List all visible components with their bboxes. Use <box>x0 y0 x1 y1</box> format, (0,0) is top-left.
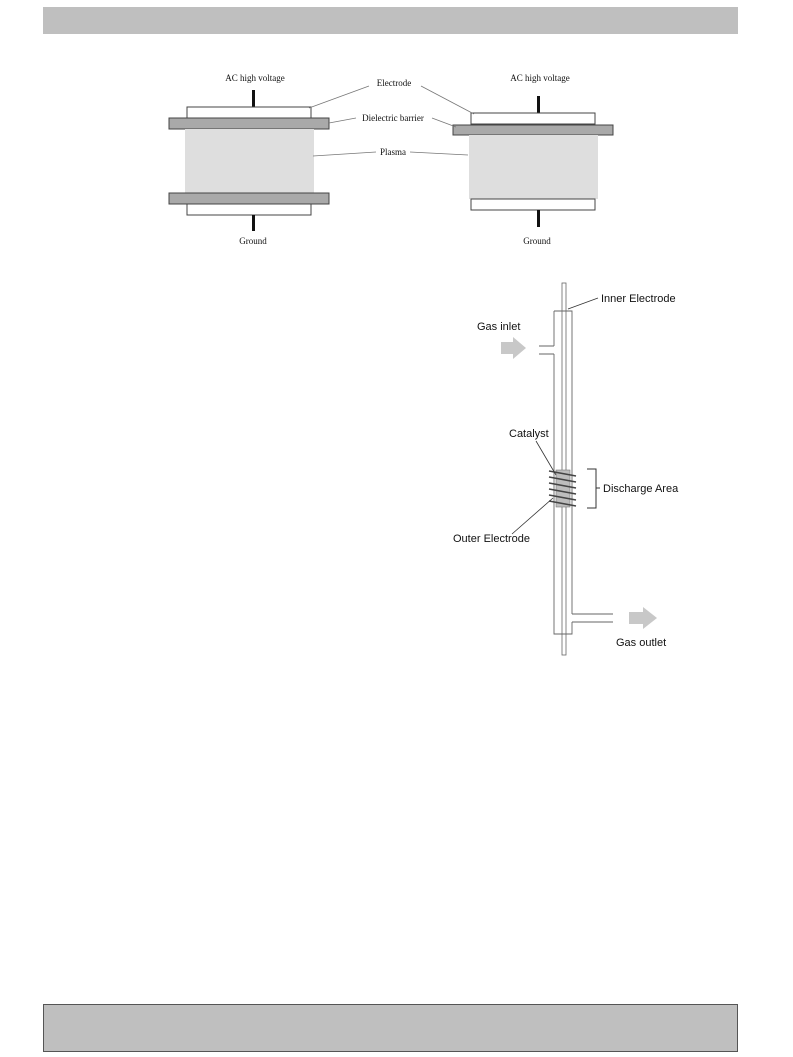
inner-electrode-leader <box>568 298 598 309</box>
gas-inlet-arrow-icon <box>501 337 526 359</box>
electrode-label: Electrode <box>376 78 412 88</box>
right-ground-label: Ground <box>523 236 551 246</box>
outer-electrode-label: Outer Electrode <box>453 533 531 545</box>
discharge-area-bracket <box>587 469 600 508</box>
inner-electrode-label: Inner Electrode <box>601 293 676 305</box>
plasma-label: Plasma <box>380 147 406 157</box>
gas-inlet-label: Gas inlet <box>477 321 521 333</box>
catalyst-label: Catalyst <box>509 428 549 440</box>
left-ground-label: Ground <box>239 236 267 246</box>
left-ac-high-voltage-label: AC high voltage <box>225 73 285 83</box>
inner-electrode-rod <box>562 283 566 655</box>
gas-inlet-pipe <box>539 346 554 354</box>
right-ac-high-voltage-label: AC high voltage <box>510 73 570 83</box>
gas-outlet-label: Gas outlet <box>616 637 667 649</box>
outer-electrode-leader <box>512 498 553 534</box>
gas-outlet-pipe <box>572 614 613 622</box>
discharge-area-label: Discharge Area <box>603 483 679 495</box>
gas-outlet-arrow-icon <box>629 607 657 629</box>
catalyst-leader <box>536 441 556 475</box>
dielectric-barrier-label: Dielectric barrier <box>362 113 424 123</box>
bottom-footer-box <box>43 1004 738 1052</box>
